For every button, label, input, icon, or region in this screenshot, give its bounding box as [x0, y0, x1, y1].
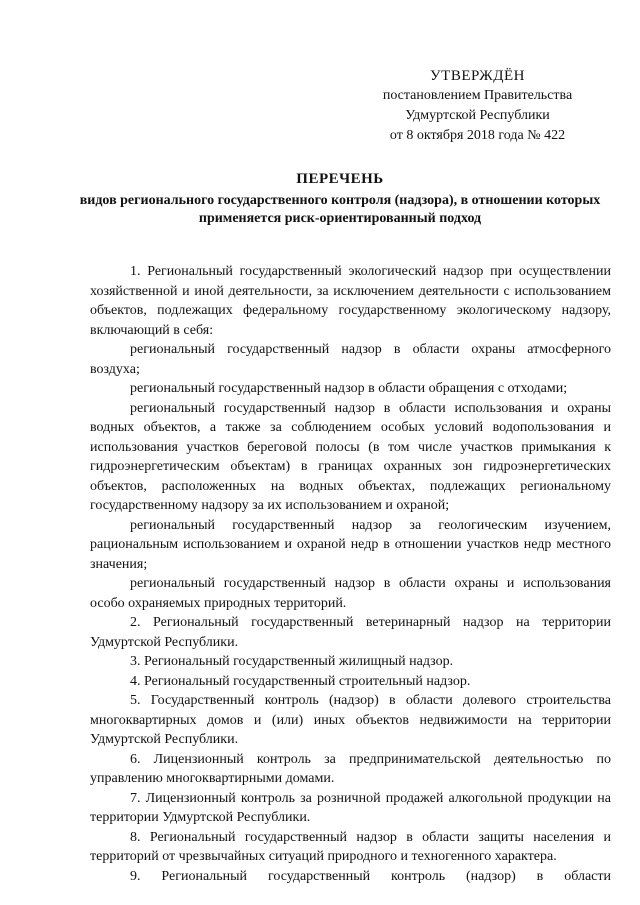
paragraph-1b: региональный государственный надзор в области обращения с отходами;	[130, 381, 568, 396]
paragraph-6: 6. Лицензионный контроль за предпринимательской деятельностью по управлению многоквартирными домами.	[90, 751, 611, 786]
approval-line-3: от 8 октября 2018 года № 422	[389, 128, 566, 143]
title-heading: ПЕРЕЧЕНЬ	[296, 171, 384, 187]
paragraph-1d: региональный государственный надзор за геологическим изучением, рациональным использованием и охраной недр в отношении участков недр местного значения;	[90, 517, 611, 572]
paragraph-5: 5. Государственный контроль (надзор) в области долевого строительства многоквартирных домов и (или) иных объектов недвижимости на территории Удмуртской Республики.	[90, 693, 611, 747]
title-subheading: видов регионального государственного контроля (надзора), в отношении которых применяется риск-ориентированный подход	[79, 193, 601, 226]
paragraph-9: 9. Региональный государственный контроль (надзор) в области	[130, 868, 611, 884]
approval-heading: УТВЕРЖДЁН	[430, 68, 525, 84]
paragraph-7: 7. Лицензионный контроль за розничной продажей алкогольной продукции на территории Удмуртской Республики.	[90, 790, 611, 825]
paragraph-1e: региональный государственный надзор в области охраны и использования особо охраняемых природных территорий.	[90, 576, 611, 611]
document-title	[60, 170, 620, 228]
paragraph-1c: региональный государственный надзор в области использования и охраны водных объектов, а также за соблюдением особых условий водопользования и использования участков береговой полосы (в том числе участков примыкания к гидроэнергетическим объектам) в границах охранных зон гидроэнергетических объектов, расположенных на водных объектах, подлежащих региональному государственному надзору за их использованием и охраной;	[90, 400, 611, 513]
document-body	[90, 262, 611, 886]
paragraph-4: 4. Региональный государственный строительный надзор.	[130, 673, 471, 689]
approval-line-1: постановлением Правительства	[382, 88, 573, 103]
approval-block	[360, 66, 595, 146]
paragraph-8: 8. Региональный государственный надзор в области защиты населения и территорий от чрезвычайных ситуаций природного и техногенного характера.	[90, 829, 611, 864]
paragraph-3: 3. Региональный государственный жилищный надзор.	[130, 654, 454, 669]
paragraph-2: 2. Региональный государственный ветеринарный надзор на территории Удмуртской Республики.	[90, 615, 611, 650]
paragraph-1a: региональный государственный надзор в области охраны атмосферного воздуха;	[90, 342, 611, 377]
paragraph-1: 1. Региональный государственный экологический надзор при осуществлении хозяйственной и иной деятельности, за исключением деятельности с использованием объектов, подлежащих федеральному государственному экологическому надзору, включающий в себя:	[90, 264, 611, 338]
approval-line-2: Удмуртской Республики	[405, 108, 550, 123]
